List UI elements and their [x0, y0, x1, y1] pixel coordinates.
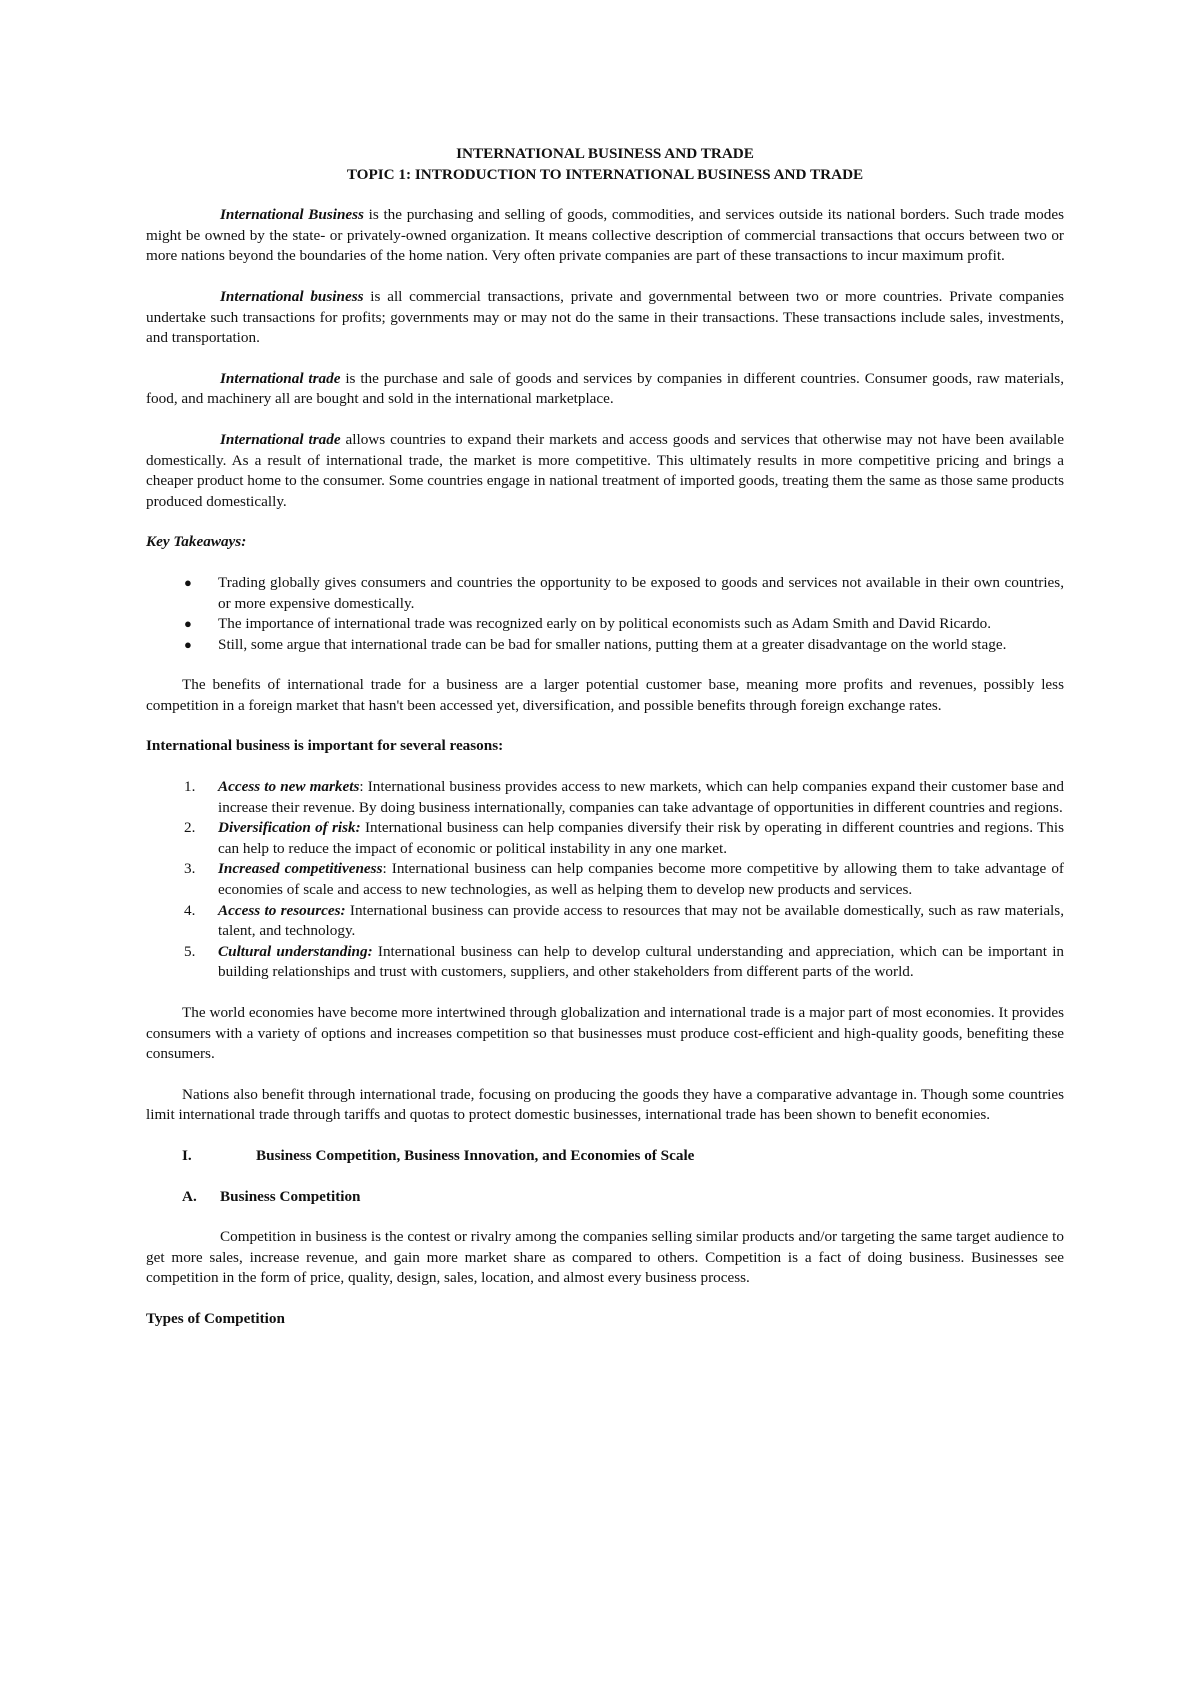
list-item-lead: Access to new markets — [218, 778, 360, 796]
document-title: INTERNATIONAL BUSINESS AND TRADE — [456, 145, 754, 162]
paragraph-lead: International business — [220, 287, 364, 305]
list-item-text: International business can provide access to resources that may not be available domestically, such as raw materials, talent, and technology. — [218, 901, 1064, 940]
section-number: I. — [182, 1146, 192, 1164]
document-subtitle: TOPIC 1: INTRODUCTION TO INTERNATIONAL BUSINESS AND TRADE — [346, 165, 864, 183]
list-item-text: : International business provides access to new markets, which can help companies expand their customer base and increase their revenue. By doing business internationally, companies can take advantage of opportunities in different countries and regions. — [218, 778, 1064, 816]
paragraph-text: allows countries to expand their markets and access goods and services that otherwise may not have been available domestically. As a result of international trade, the market is more competitive. This ultimately results in more competitive pricing and brings a cheaper product home to the consumer. Some countries engage in national treatment of imported goods, treating them the same as those same products produced domestically. — [146, 430, 1064, 510]
list-number: 2. — [184, 819, 196, 837]
paragraph-text: is the purchase and sale of goods and services by companies in different countries. Consumer goods, raw materials, food, and machinery all are bought and sold in the international marketplace. — [146, 369, 1065, 408]
paragraph-definition-1 — [146, 205, 1064, 267]
list-item-text: International business can help to develop cultural understanding and appreciation, which can be important in building relationships and trust with customers, suppliers, and other stakeholders from different parts of the world. — [218, 942, 1065, 981]
reasons-heading: International business is important for several reasons: — [146, 737, 504, 755]
list-item-text: : International business can help companies become more competitive by allowing them to take advantage of economies of scale and access to new technologies, as well as helping them to develop new products and services. — [218, 860, 1064, 899]
reasons-list — [146, 777, 1064, 983]
list-item-text: International business can help companies diversify their risk by operating in different countries and regions. This can help to reduce the impact of economic or political instability in any one market. — [218, 819, 1064, 857]
bullet-icon: ● — [184, 616, 192, 632]
list-item — [146, 901, 1064, 942]
paragraph-text: is all commercial transactions, private and governmental between two or more countries. Private companies undertake such transactions for profits; governments may or may not do the same in their transactions. These transactions include sales, investments, and transportation. — [146, 287, 1064, 347]
paragraph-lead: International trade — [220, 369, 341, 387]
list-item — [146, 818, 1064, 859]
list-item-lead: Diversification of risk: — [218, 819, 361, 837]
list-item-lead: Access to resources: — [218, 901, 346, 919]
list-item — [146, 777, 1064, 818]
paragraph-lead: International trade — [220, 430, 341, 448]
list-item — [146, 614, 1064, 635]
list-number: 3. — [184, 860, 196, 878]
key-takeaways-heading: Key Takeaways: — [146, 533, 247, 551]
list-item — [146, 573, 1064, 614]
list-item — [146, 942, 1064, 983]
competition-paragraph: Competition in business is the contest or rivalry among the companies selling similar products and/or targeting the same target audience to get more sales, increase revenue, and gain more market share as compared to others. Competition is a fact of doing business. Businesses see competition in the form of price, quality, design, sales, location, and almost every business process. — [146, 1228, 1064, 1287]
list-item-lead: Increased competitiveness — [218, 860, 383, 878]
list-item-text: Trading globally gives consumers and countries the opportunity to be exposed to goods and services not available in their own countries, or more expensive domestically. — [218, 573, 1064, 612]
subsection-heading — [146, 1187, 1064, 1208]
key-takeaways-list — [146, 573, 1064, 655]
section-title: Business Competition, Business Innovation, and Economies of Scale — [256, 1146, 695, 1164]
paragraph-lead: International Business — [220, 206, 364, 224]
paragraph-text: is the purchasing and selling of goods, commodities, and services outside its national borders. Such trade modes might be owned by the state- or privately-owned organization. It means collective description of commercial transactions that occurs between two or more nations beyond the boundaries of the home nation. Very often private companies are part of these transactions to incur maximum profit. — [146, 206, 1065, 265]
list-number: 1. — [184, 778, 196, 796]
paragraph-definition-4 — [146, 430, 1064, 512]
list-item — [146, 859, 1064, 900]
world-economies-paragraph: The world economies have become more intertwined through globalization and international trade is a major part of most economies. It provides consumers with a variety of options and increases competition so that businesses must produce cost-efficient and high-quality goods, benefiting these consumers. — [146, 1004, 1064, 1063]
subsection-title: Business Competition — [220, 1187, 361, 1205]
document-page — [146, 144, 1064, 1350]
list-number: 5. — [184, 942, 196, 960]
list-item-lead: Cultural understanding: — [218, 942, 373, 960]
subsection-number: A. — [182, 1187, 197, 1205]
list-number: 4. — [184, 901, 196, 919]
section-heading — [146, 1146, 1064, 1167]
nations-paragraph: Nations also benefit through international trade, focusing on producing the goods they have a comparative advantage in. Though some countries limit international trade through tariffs and quotas to protect domestic businesses, international trade has been shown to benefit economies. — [146, 1085, 1064, 1124]
bullet-icon: ● — [184, 574, 192, 590]
benefits-paragraph: The benefits of international trade for a business are a larger potential customer base, meaning more profits and revenues, possibly less competition in a foreign market that hasn't been accessed yet, diversification, and possible benefits through foreign exchange rates. — [146, 676, 1064, 714]
list-item-text: The importance of international trade was recognized early on by political economists such as Adam Smith and David Ricardo. — [218, 615, 992, 633]
paragraph-definition-2 — [146, 287, 1064, 349]
list-item — [146, 635, 1064, 656]
types-of-competition-heading: Types of Competition — [146, 1309, 285, 1327]
list-item-text: Still, some argue that international trade can be bad for smaller nations, putting them at a greater disadvantage on the world stage. — [218, 635, 1007, 653]
bullet-icon: ● — [184, 636, 192, 652]
paragraph-definition-3 — [146, 369, 1064, 410]
